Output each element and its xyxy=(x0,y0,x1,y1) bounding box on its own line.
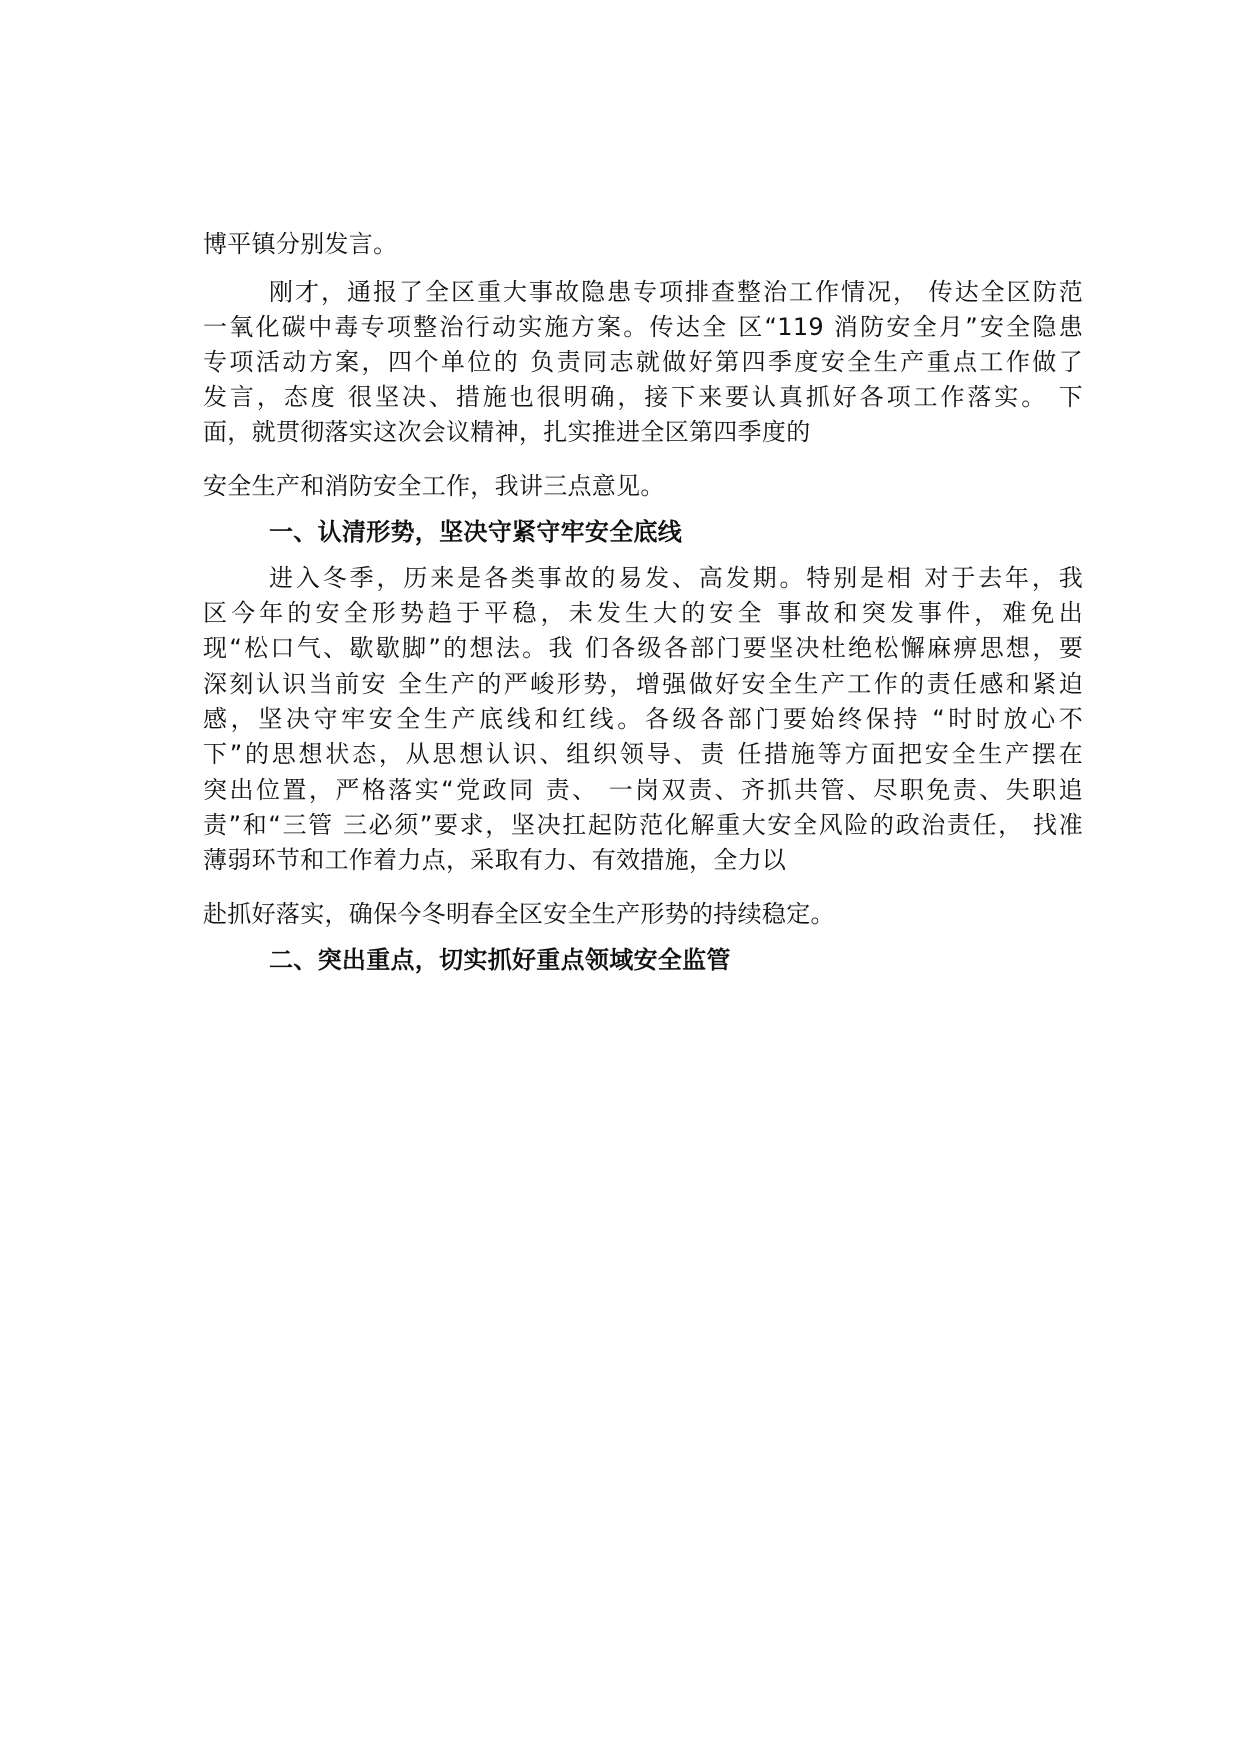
body-text-line: 感，坚决守牢安全生产底线和红线。各级各部门要始终保持 “时时放心不 xyxy=(203,705,1083,733)
body-text-line: 一氧化碳中毒专项整治行动实施方案。传达全 区“119 消防安全月”安全隐患 xyxy=(203,313,1083,341)
body-text-line: 深刻认识当前安 全生产的严峻形势，增强做好安全生产工作的责任感和紧迫 xyxy=(203,670,1083,698)
body-text-line: 安全生产和消防安全工作，我讲三点意见。 xyxy=(203,472,665,500)
body-text-line: 面，就贯彻落实这次会议精神，扎实推进全区第四季度的 xyxy=(203,418,811,446)
body-text-line: 薄弱环节和工作着力点，采取有力、有效措施，全力以 xyxy=(203,846,787,874)
body-text-line: 区今年的安全形势趋于平稳，未发生大的安全 事故和突发事件，难免出 xyxy=(203,599,1083,627)
body-text-line: 责”和“三管 三必须”要求，坚决扛起防范化解重大安全风险的政治责任， 找准 xyxy=(203,811,1083,839)
section-heading: 二、突出重点，切实抓好重点领域安全监管 xyxy=(269,946,731,974)
body-text-line: 刚才，通报了全区重大事故隐患专项排查整治工作情况， 传达全区防范 xyxy=(269,278,1083,306)
body-text-line: 赴抓好落实，确保今冬明春全区安全生产形势的持续稳定。 xyxy=(203,900,835,928)
body-text-line: 进入冬季，历来是各类事故的易发、高发期。特别是相 对于去年，我 xyxy=(269,564,1083,592)
body-text-line: 突出位置，严格落实“党政同 责、 一岗双责、齐抓共管、尽职免责、失职追 xyxy=(203,776,1083,804)
body-text-line: 下”的思想状态，从思想认识、组织领导、责 任措施等方面把安全生产摆在 xyxy=(203,740,1083,768)
body-text-line: 现“松口气、歇歇脚”的想法。我 们各级各部门要坚决杜绝松懈麻痹思想，要 xyxy=(203,634,1083,662)
body-text-line: 专项活动方案，四个单位的 负责同志就做好第四季度安全生产重点工作做了 xyxy=(203,348,1083,376)
section-heading: 一、认清形势，坚决守紧守牢安全底线 xyxy=(269,518,683,546)
body-text-line: 发言，态度 很坚决、措施也很明确，接下来要认真抓好各项工作落实。 下 xyxy=(203,383,1083,411)
body-text-line: 博平镇分别发言。 xyxy=(203,230,398,258)
